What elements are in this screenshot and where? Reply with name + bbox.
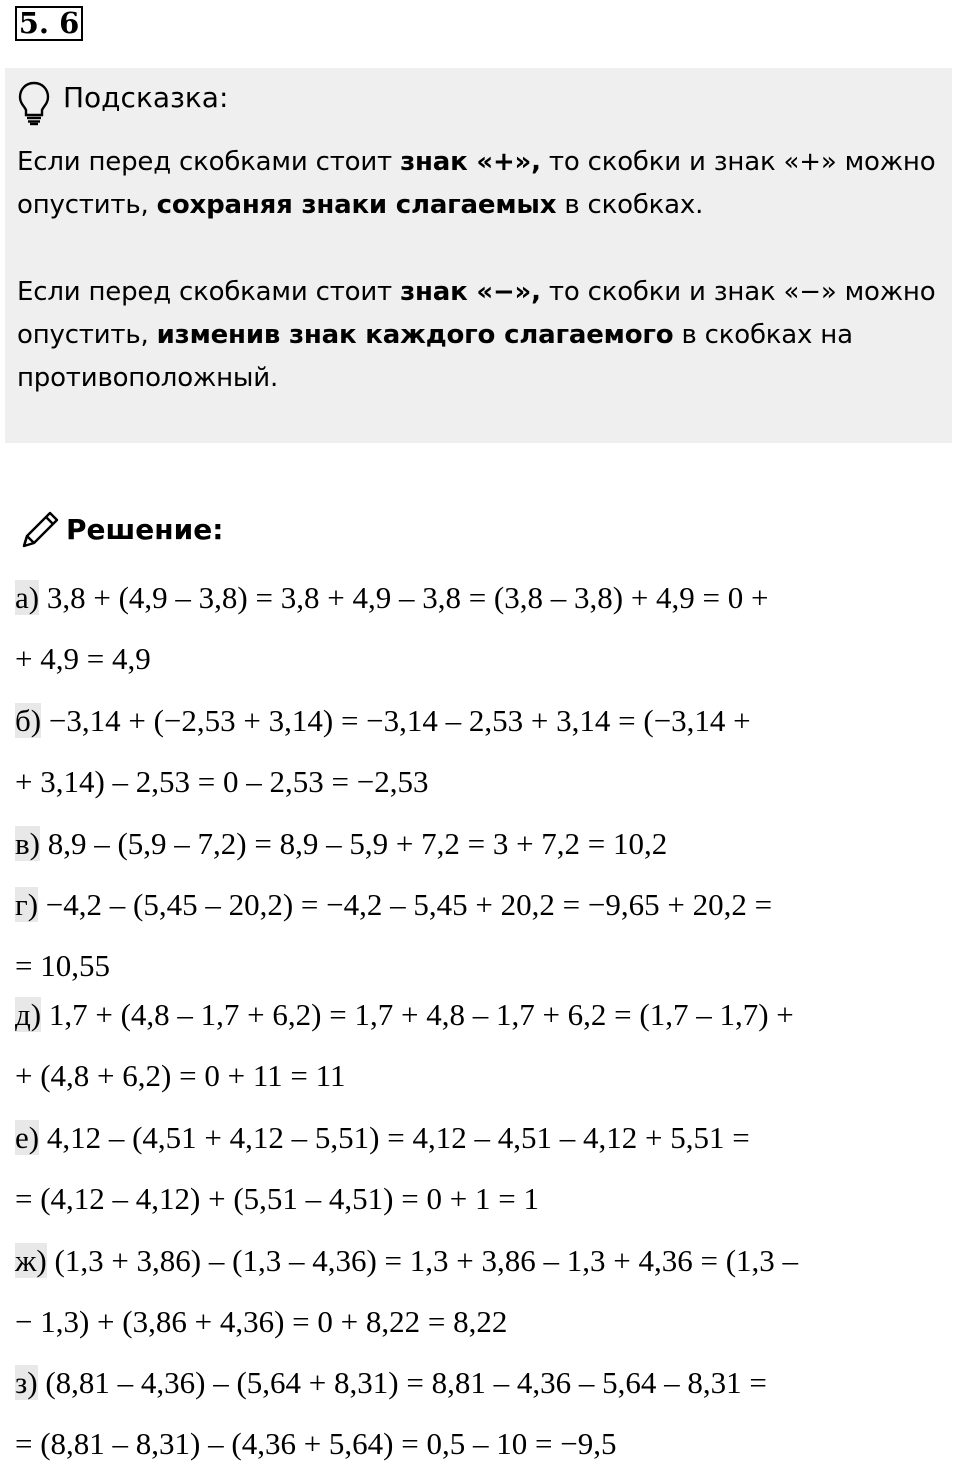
hint-paragraph-plus: Если перед скобками стоит знак «+», то скобки и знак «+» можно опустить, сохраняя знаки слагаемых в скобках.	[17, 147, 936, 220]
hint-box	[5, 68, 952, 443]
solution-item-d-line2: + (4,8 + 6,2) = 0 + 11 = 11	[15, 1058, 346, 1093]
solution-item-g-line2: = 10,55	[15, 948, 110, 983]
hint-paragraph-minus: Если перед скобками стоит знак «−», то скобки и знак «−» можно опустить, изменив знак каждого слагаемого в скобках на противоположный.	[17, 277, 936, 393]
task-number: 5. 6	[15, 6, 83, 41]
item-label: а)	[15, 580, 40, 615]
item-label: г)	[15, 887, 39, 922]
item-label: з)	[15, 1365, 38, 1400]
item-label: е)	[15, 1120, 40, 1155]
solution-item-z-line2: = (8,81 – 8,31) – (4,36 + 5,64) = 0,5 – 10 = −9,5	[15, 1426, 617, 1461]
solution-item-g-line1: г) −4,2 – (5,45 – 20,2) = −4,2 – 5,45 + 20,2 = −9,65 + 20,2 =	[15, 887, 773, 922]
solution-item-b-line1: б) −3,14 + (−2,53 + 3,14) = −3,14 – 2,53 + 3,14 = (−3,14 +	[15, 703, 751, 738]
hint-title: Подсказка:	[63, 81, 229, 114]
solution-item-zh-line1: ж) (1,3 + 3,86) – (1,3 – 4,36) = 1,3 + 3,86 – 1,3 + 4,36 = (1,3 –	[15, 1243, 799, 1278]
solution-item-e-line1: е) 4,12 – (4,51 + 4,12 – 5,51) = 4,12 – 4,51 – 4,12 + 5,51 =	[15, 1120, 750, 1155]
pencil-icon	[18, 508, 62, 552]
item-label: в)	[15, 826, 40, 861]
item-label: б)	[15, 703, 42, 738]
solution-item-a-line1: а) 3,8 + (4,9 – 3,8) = 3,8 + 4,9 – 3,8 = (3,8 – 3,8) + 4,9 = 0 +	[15, 580, 769, 615]
lightbulb-icon	[17, 80, 51, 126]
item-label: ж)	[15, 1243, 47, 1278]
solution-item-zh-line2: − 1,3) + (3,86 + 4,36) = 0 + 8,22 = 8,22	[15, 1304, 508, 1339]
solution-item-z-line1: з) (8,81 – 4,36) – (5,64 + 8,31) = 8,81 – 4,36 – 5,64 – 8,31 =	[15, 1365, 767, 1400]
item-label: д)	[15, 997, 42, 1032]
solution-item-e-line2: = (4,12 – 4,12) + (5,51 – 4,51) = 0 + 1 = 1	[15, 1181, 539, 1216]
solution-title: Решение:	[66, 513, 224, 546]
solution-item-d-line1: д) 1,7 + (4,8 – 1,7 + 6,2) = 1,7 + 4,8 – 1,7 + 6,2 = (1,7 – 1,7) +	[15, 997, 794, 1032]
solution-item-v-line1: в) 8,9 – (5,9 – 7,2) = 8,9 – 5,9 + 7,2 = 3 + 7,2 = 10,2	[15, 826, 668, 861]
solution-item-a-line2: + 4,9 = 4,9	[15, 641, 151, 676]
solution-item-b-line2: + 3,14) – 2,53 = 0 – 2,53 = −2,53	[15, 764, 429, 799]
